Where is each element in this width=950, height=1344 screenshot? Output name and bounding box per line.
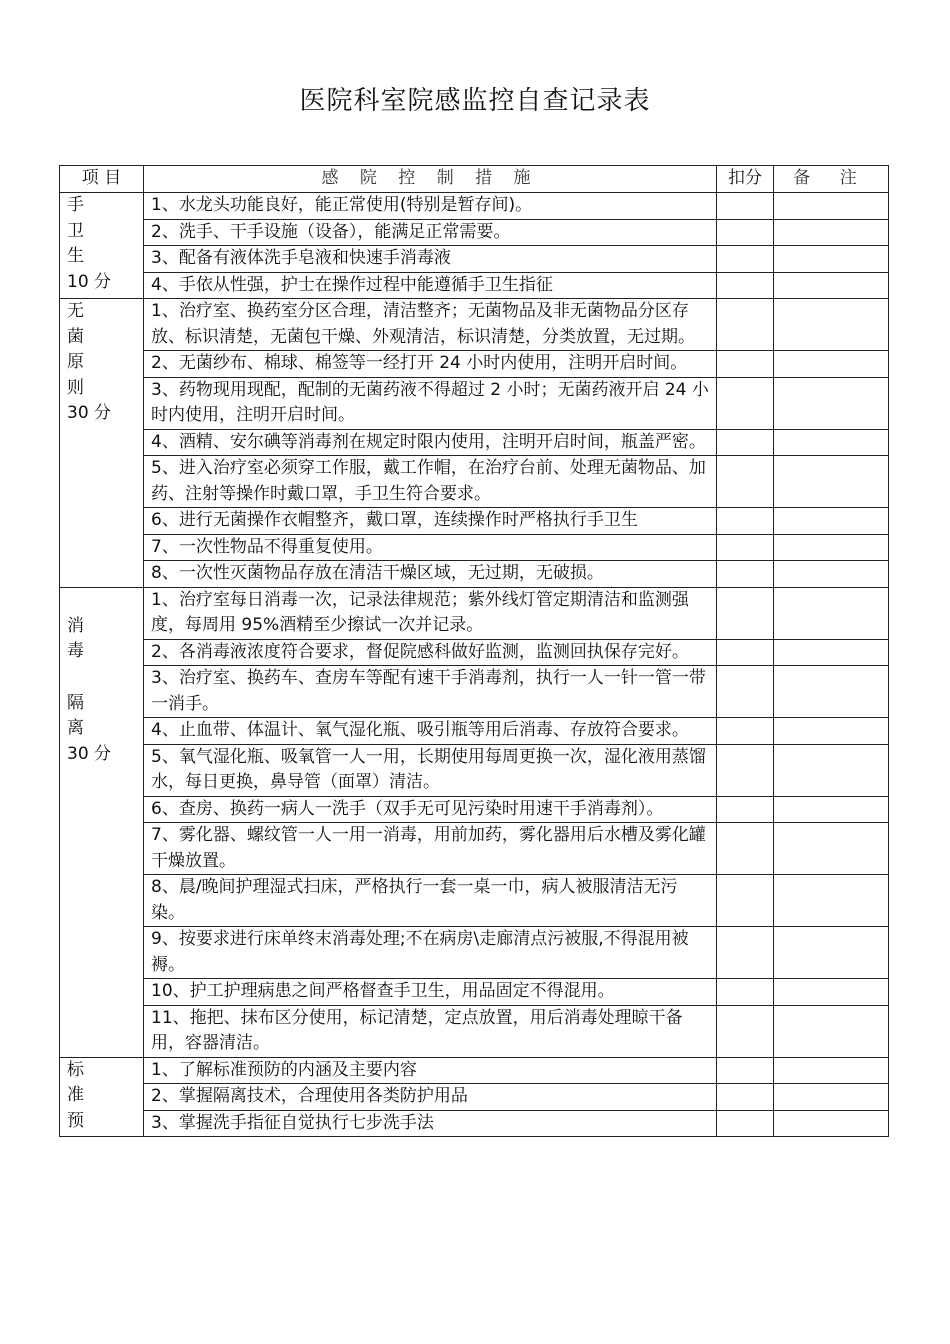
deduct-cell[interactable] [717,666,774,718]
measure-item: 8、晨/晚间护理湿式扫床，严格执行一套一桌一巾，病人被服清洁无污染。 [144,875,717,927]
page-title: 医院科室院感监控自查记录表 [299,86,651,116]
deduct-cell[interactable] [717,639,774,666]
remarks-cell[interactable] [774,587,889,639]
measure-item: 2、无菌纱布、棉球、棉签等一经打开 24 小时内使用，注明开启时间。 [144,351,717,378]
measure-item: 4、酒精、安尔碘等消毒剂在规定时限内使用，注明开启时间，瓶盖严密。 [144,429,717,456]
category-char: 无 [67,301,84,321]
category-char: 卫 [67,220,84,241]
deduct-cell[interactable] [717,508,774,535]
remarks-cell[interactable] [774,508,889,535]
deduct-cell[interactable] [717,246,774,273]
deduct-cell[interactable] [717,429,774,456]
category-char: 菌 [67,326,84,347]
measure-item: 7、雾化器、螺纹管一人一用一消毒，用前加药，雾化器用后水槽及雾化罐干燥放置。 [144,823,717,875]
category-char: 准 [67,1085,84,1105]
remarks-cell[interactable] [774,246,889,273]
table-row [60,1057,889,1084]
remarks-cell[interactable] [774,219,889,246]
table-row [60,193,889,220]
table-row [60,1005,889,1057]
measure-item: 7、一次性物品不得重复使用。 [144,534,717,561]
deduct-cell[interactable] [717,561,774,588]
measure-item: 3、药物现用现配，配制的无菌药液不得超过 2 小时；无菌药液开启 24 小时内使用，注明开启时间。 [144,377,717,429]
remarks-cell[interactable] [774,927,889,979]
category-score: 10 分 [67,271,112,292]
measure-item: 1、水龙头功能良好，能正常使用(特别是暂存间)。 [144,193,717,220]
category-char: 手 [67,195,84,215]
remarks-cell[interactable] [774,979,889,1006]
deduct-cell[interactable] [717,351,774,378]
measure-item: 3、配备有液体洗手皂液和快速手消毒液 [144,246,717,273]
table-row [60,587,889,639]
table-row [60,561,889,588]
measure-item: 1、治疗室每日消毒一次，记录法律规范；紫外线灯管定期清洁和监测强度，每周用 95%酒精至少擦试一次并记录。 [144,587,717,639]
remarks-cell[interactable] [774,377,889,429]
table-row [60,823,889,875]
deduct-cell[interactable] [717,272,774,299]
remarks-cell[interactable] [774,272,889,299]
deduct-cell[interactable] [717,1084,774,1111]
remarks-cell[interactable] [774,718,889,745]
remarks-cell[interactable] [774,534,889,561]
header-remarks: 备 注 [774,166,889,193]
table-row [60,456,889,508]
table-row [60,666,889,718]
category-standard-precautions [60,1057,144,1137]
category-hand-hygiene [60,193,144,299]
remarks-cell[interactable] [774,744,889,796]
remarks-cell[interactable] [774,1084,889,1111]
category-char: 消 [67,615,84,636]
remarks-cell[interactable] [774,823,889,875]
deduct-cell[interactable] [717,718,774,745]
remarks-cell[interactable] [774,456,889,508]
table-row [60,429,889,456]
deduct-cell[interactable] [717,796,774,823]
remarks-cell[interactable] [774,796,889,823]
table-row [60,744,889,796]
remarks-cell[interactable] [774,1005,889,1057]
measure-item: 10、护工护理病患之间严格督查手卫生，用品固定不得混用。 [144,979,717,1006]
measure-item: 2、掌握隔离技术，合理使用各类防护用品 [144,1084,717,1111]
remarks-cell[interactable] [774,666,889,718]
category-score: 30 分 [67,403,112,423]
table-row [60,718,889,745]
remarks-cell[interactable] [774,1057,889,1084]
measure-item: 4、手依从性强，护士在操作过程中能遵循手卫生指征 [144,272,717,299]
measure-item: 8、一次性灭菌物品存放在清洁干燥区域，无过期，无破损。 [144,561,717,588]
table-row [60,351,889,378]
deduct-cell[interactable] [717,534,774,561]
measure-item: 2、各消毒液浓度符合要求，督促院感科做好监测，监测回执保存完好。 [144,639,717,666]
table-row [60,299,889,351]
header-project: 项 目 [60,166,144,193]
measure-item: 1、了解标准预防的内涵及主要内容 [144,1057,717,1084]
remarks-cell[interactable] [774,639,889,666]
deduct-cell[interactable] [717,219,774,246]
remarks-cell[interactable] [774,1110,889,1137]
table-row [60,1110,889,1137]
category-char: 离 [67,718,84,738]
measure-item: 4、止血带、体温计、氧气湿化瓶、吸引瓶等用后消毒、存放符合要求。 [144,718,717,745]
measure-item: 11、拖把、抹布区分使用，标记清楚，定点放置，用后消毒处理晾干备用，容器清洁。 [144,1005,717,1057]
category-char: 生 [67,246,84,266]
measure-item: 9、按要求进行床单终末消毒处理;不在病房\走廊清点污被服,不得混用被褥。 [144,927,717,979]
table-row [60,927,889,979]
deduct-cell[interactable] [717,927,774,979]
table-row [60,534,889,561]
deduct-cell[interactable] [717,979,774,1006]
remarks-cell[interactable] [774,193,889,220]
remarks-cell[interactable] [774,561,889,588]
category-char: 毒 [67,641,84,661]
remarks-cell[interactable] [774,351,889,378]
measure-item: 6、查房、换药一病人一洗手（双手无可见污染时用速干手消毒剂）。 [144,796,717,823]
header-row [60,166,889,193]
header-measures: 感 院 控 制 措 施 [144,166,717,193]
measure-item: 5、氧气湿化瓶、吸氧管一人一用，长期使用每周更换一次，湿化液用蒸馏水，每日更换，鼻导管（面罩）清洁。 [144,744,717,796]
header-deduct: 扣分 [717,166,774,193]
table-row [60,377,889,429]
measure-item: 3、掌握洗手指征自觉执行七步洗手法 [144,1110,717,1137]
category-aseptic [60,299,144,588]
category-char: 原 [67,352,84,372]
deduct-cell[interactable] [717,1057,774,1084]
table-row [60,875,889,927]
table-row [60,219,889,246]
measure-item: 2、洗手、干手设施（设备），能满足正常需要。 [144,219,717,246]
deduct-cell[interactable] [717,1110,774,1137]
table-row [60,246,889,273]
category-char: 预 [67,1110,84,1131]
table-row [60,639,889,666]
remarks-cell[interactable] [774,875,889,927]
remarks-cell[interactable] [774,429,889,456]
table-row [60,272,889,299]
deduct-cell[interactable] [717,744,774,796]
measure-item: 1、治疗室、换药室分区合理，清洁整齐；无菌物品及非无菌物品分区存放、标识清楚，无菌包干燥、外观清洁，标识清楚，分类放置，无过期。 [144,299,717,351]
measure-item: 3、治疗室、换药车、查房车等配有速干手消毒剂，执行一人一针一管一带一消手。 [144,666,717,718]
deduct-cell[interactable] [717,377,774,429]
table-row [60,979,889,1006]
deduct-cell[interactable] [717,875,774,927]
deduct-cell[interactable] [717,193,774,220]
measure-item: 6、进行无菌操作衣帽整齐，戴口罩，连续操作时严格执行手卫生 [144,508,717,535]
deduct-cell[interactable] [717,456,774,508]
deduct-cell[interactable] [717,823,774,875]
category-disinfection [60,587,144,1057]
category-char: 则 [67,377,84,398]
table-row [60,1084,889,1111]
category-char: 隔 [67,692,84,713]
remarks-cell[interactable] [774,299,889,351]
measure-item: 5、进入治疗室必须穿工作服，戴工作帽，在治疗台前、处理无菌物品、加药、注射等操作时戴口罩，手卫生符合要求。 [144,456,717,508]
table-row [60,508,889,535]
deduct-cell[interactable] [717,1005,774,1057]
category-score: 30 分 [67,743,112,764]
deduct-cell[interactable] [717,587,774,639]
table-row [60,796,889,823]
category-char: 标 [67,1059,84,1080]
self-check-table [59,165,889,1137]
deduct-cell[interactable] [717,299,774,351]
